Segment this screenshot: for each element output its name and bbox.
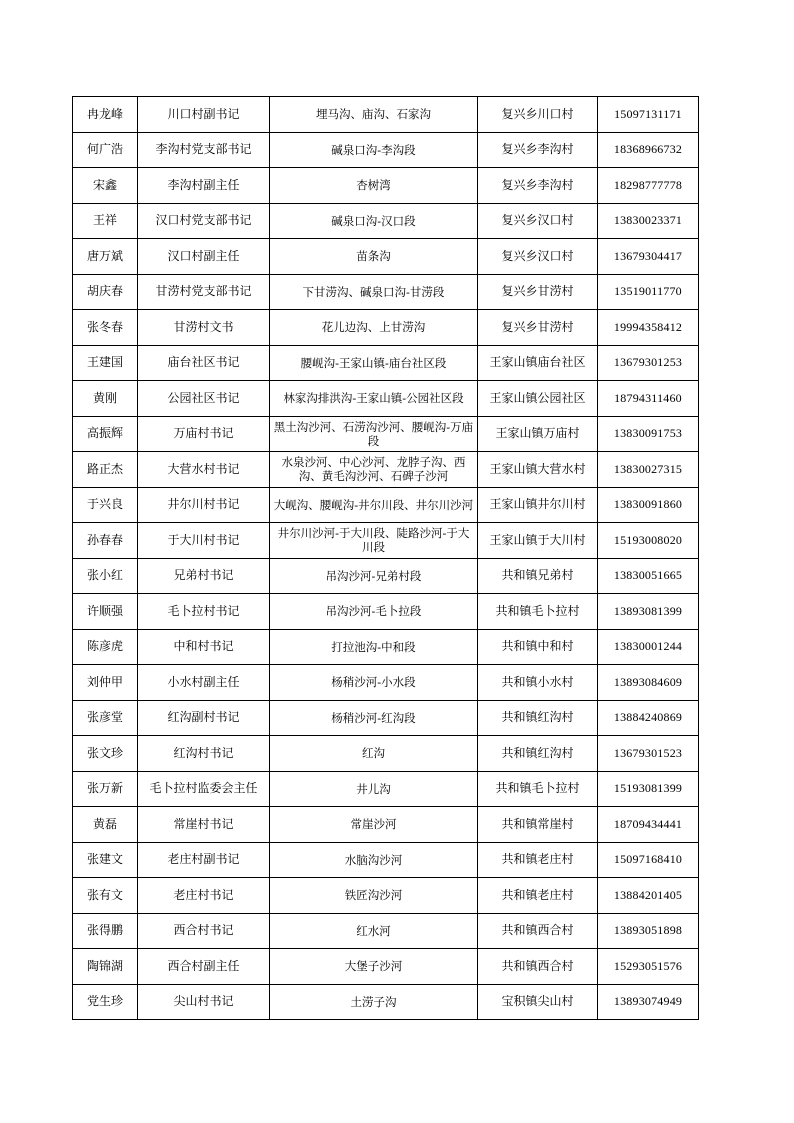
cell-position: 老庄村副书记 xyxy=(138,842,270,878)
cell-phone: 13884240869 xyxy=(598,700,699,736)
cell-responsible-area: 大岘沟、腰岘沟-井尔川段、井尔川沙河 xyxy=(270,487,478,523)
cell-village: 复兴乡甘涝村 xyxy=(478,274,598,310)
table-row xyxy=(73,771,699,807)
cell-responsible-area: 杏树湾 xyxy=(270,168,478,204)
cell-position: 西合村书记 xyxy=(138,913,270,949)
table-row xyxy=(73,274,699,310)
cell-name: 孙春春 xyxy=(73,523,138,559)
cell-responsible-area: 常崖沙河 xyxy=(270,807,478,843)
cell-name: 何广浩 xyxy=(73,132,138,168)
table-row xyxy=(73,97,699,133)
cell-name: 张建文 xyxy=(73,842,138,878)
table-row xyxy=(73,984,699,1020)
cell-responsible-area: 水脑沟沙河 xyxy=(270,842,478,878)
cell-phone: 15097168410 xyxy=(598,842,699,878)
cell-village: 共和镇毛卜拉村 xyxy=(478,771,598,807)
cell-village: 共和镇西合村 xyxy=(478,949,598,985)
cell-village: 复兴乡汉口村 xyxy=(478,203,598,239)
cell-phone: 13893081399 xyxy=(598,594,699,630)
cell-phone: 13830091860 xyxy=(598,487,699,523)
cell-phone: 18368966732 xyxy=(598,132,699,168)
cell-village: 王家山镇庙台社区 xyxy=(478,345,598,381)
cell-phone: 13679304417 xyxy=(598,239,699,275)
cell-responsible-area: 红沟 xyxy=(270,736,478,772)
cell-responsible-area: 吊沟沙河-毛卜拉段 xyxy=(270,594,478,630)
cell-village: 王家山镇公园社区 xyxy=(478,381,598,417)
cell-position: 万庙村书记 xyxy=(138,416,270,452)
table-row xyxy=(73,878,699,914)
cell-village: 王家山镇大营水村 xyxy=(478,452,598,488)
cell-name: 宋鑫 xyxy=(73,168,138,204)
cell-name: 黄刚 xyxy=(73,381,138,417)
table-row xyxy=(73,807,699,843)
cell-name: 路正杰 xyxy=(73,452,138,488)
cell-position: 甘涝村文书 xyxy=(138,310,270,346)
cell-position: 西合村副主任 xyxy=(138,949,270,985)
cell-name: 于兴良 xyxy=(73,487,138,523)
cell-name: 张冬春 xyxy=(73,310,138,346)
cell-position: 毛卜拉村书记 xyxy=(138,594,270,630)
cell-phone: 19994358412 xyxy=(598,310,699,346)
cell-responsible-area: 大堡子沙河 xyxy=(270,949,478,985)
cell-position: 李沟村副主任 xyxy=(138,168,270,204)
cell-village: 共和镇中和村 xyxy=(478,629,598,665)
cell-phone: 15193081399 xyxy=(598,771,699,807)
cell-position: 小水村副主任 xyxy=(138,665,270,701)
table-row xyxy=(73,310,699,346)
cell-name: 党生珍 xyxy=(73,984,138,1020)
cell-village: 共和镇小水村 xyxy=(478,665,598,701)
cell-name: 张彦堂 xyxy=(73,700,138,736)
cell-name: 唐万斌 xyxy=(73,239,138,275)
table-row xyxy=(73,665,699,701)
table-row xyxy=(73,487,699,523)
table-row xyxy=(73,523,699,559)
cell-phone: 13830001244 xyxy=(598,629,699,665)
table-row xyxy=(73,203,699,239)
cell-responsible-area: 埋马沟、庙沟、石家沟 xyxy=(270,97,478,133)
cell-name: 张文珍 xyxy=(73,736,138,772)
cell-name: 王祥 xyxy=(73,203,138,239)
cell-responsible-area: 红水河 xyxy=(270,913,478,949)
cell-village: 王家山镇井尔川村 xyxy=(478,487,598,523)
table-row xyxy=(73,452,699,488)
cell-responsible-area: 腰岘沟-王家山镇-庙台社区段 xyxy=(270,345,478,381)
cell-position: 甘涝村党支部书记 xyxy=(138,274,270,310)
cell-village: 共和镇西合村 xyxy=(478,913,598,949)
cell-responsible-area: 井儿沟 xyxy=(270,771,478,807)
river-chief-roster-table xyxy=(72,96,699,1020)
cell-name: 张万新 xyxy=(73,771,138,807)
cell-phone: 13884201405 xyxy=(598,878,699,914)
cell-phone: 13519011770 xyxy=(598,274,699,310)
cell-phone: 15293051576 xyxy=(598,949,699,985)
cell-village: 共和镇红沟村 xyxy=(478,736,598,772)
cell-responsible-area: 井尔川沙河-于大川段、陡路沙河-于大川段 xyxy=(270,523,478,559)
cell-position: 公园社区书记 xyxy=(138,381,270,417)
cell-responsible-area: 土涝子沟 xyxy=(270,984,478,1020)
cell-responsible-area: 碱泉口沟-汉口段 xyxy=(270,203,478,239)
cell-position: 尖山村书记 xyxy=(138,984,270,1020)
cell-position: 大营水村书记 xyxy=(138,452,270,488)
cell-village: 复兴乡李沟村 xyxy=(478,132,598,168)
table-row xyxy=(73,416,699,452)
cell-name: 许顺强 xyxy=(73,594,138,630)
cell-name: 刘仲甲 xyxy=(73,665,138,701)
cell-responsible-area: 杨稍沙河-红沟段 xyxy=(270,700,478,736)
cell-village: 复兴乡李沟村 xyxy=(478,168,598,204)
cell-position: 老庄村书记 xyxy=(138,878,270,914)
cell-responsible-area: 吊沟沙河-兄弟村段 xyxy=(270,558,478,594)
cell-name: 张小红 xyxy=(73,558,138,594)
table-row xyxy=(73,949,699,985)
table-row xyxy=(73,345,699,381)
cell-phone: 15193008020 xyxy=(598,523,699,559)
cell-responsible-area: 林家沟排洪沟-王家山镇-公园社区段 xyxy=(270,381,478,417)
cell-responsible-area: 下甘涝沟、碱泉口沟-甘涝段 xyxy=(270,274,478,310)
cell-village: 共和镇毛卜拉村 xyxy=(478,594,598,630)
cell-position: 于大川村书记 xyxy=(138,523,270,559)
cell-position: 川口村副书记 xyxy=(138,97,270,133)
cell-name: 冉龙峰 xyxy=(73,97,138,133)
cell-phone: 13830023371 xyxy=(598,203,699,239)
cell-position: 汉口村副主任 xyxy=(138,239,270,275)
cell-position: 汉口村党支部书记 xyxy=(138,203,270,239)
table-row xyxy=(73,842,699,878)
cell-name: 胡庆春 xyxy=(73,274,138,310)
cell-responsible-area: 打拉池沟-中和段 xyxy=(270,629,478,665)
cell-name: 陈彦虎 xyxy=(73,629,138,665)
cell-village: 共和镇兄弟村 xyxy=(478,558,598,594)
cell-responsible-area: 水泉沙河、中心沙河、龙脖子沟、西沟、黄毛沟沙河、石碑子沙河 xyxy=(270,452,478,488)
table-row xyxy=(73,594,699,630)
table-row xyxy=(73,700,699,736)
cell-village: 复兴乡川口村 xyxy=(478,97,598,133)
cell-position: 常崖村书记 xyxy=(138,807,270,843)
table-row xyxy=(73,558,699,594)
cell-village: 宝积镇尖山村 xyxy=(478,984,598,1020)
cell-phone: 13679301523 xyxy=(598,736,699,772)
cell-position: 毛卜拉村监委会主任 xyxy=(138,771,270,807)
cell-position: 兄弟村书记 xyxy=(138,558,270,594)
table-row xyxy=(73,168,699,204)
cell-responsible-area: 黑土沟沙河、石涝沟沙河、腰岘沟-万庙段 xyxy=(270,416,478,452)
cell-village: 王家山镇万庙村 xyxy=(478,416,598,452)
cell-position: 红沟村书记 xyxy=(138,736,270,772)
table-row xyxy=(73,381,699,417)
cell-phone: 18709434441 xyxy=(598,807,699,843)
roster-table-body xyxy=(73,97,699,1020)
cell-name: 张得鹏 xyxy=(73,913,138,949)
cell-phone: 13893084609 xyxy=(598,665,699,701)
cell-position: 中和村书记 xyxy=(138,629,270,665)
cell-responsible-area: 苗条沟 xyxy=(270,239,478,275)
cell-responsible-area: 杨稍沙河-小水段 xyxy=(270,665,478,701)
cell-name: 黄磊 xyxy=(73,807,138,843)
cell-position: 井尔川村书记 xyxy=(138,487,270,523)
cell-phone: 13679301253 xyxy=(598,345,699,381)
cell-village: 共和镇老庄村 xyxy=(478,842,598,878)
table-row xyxy=(73,913,699,949)
cell-name: 张有文 xyxy=(73,878,138,914)
cell-phone: 13893074949 xyxy=(598,984,699,1020)
cell-responsible-area: 碱泉口沟-李沟段 xyxy=(270,132,478,168)
cell-village: 王家山镇于大川村 xyxy=(478,523,598,559)
cell-village: 共和镇老庄村 xyxy=(478,878,598,914)
table-row xyxy=(73,629,699,665)
cell-position: 李沟村党支部书记 xyxy=(138,132,270,168)
cell-position: 庙台社区书记 xyxy=(138,345,270,381)
cell-village: 复兴乡汉口村 xyxy=(478,239,598,275)
cell-phone: 13830091753 xyxy=(598,416,699,452)
cell-village: 共和镇常崖村 xyxy=(478,807,598,843)
cell-phone: 13893051898 xyxy=(598,913,699,949)
table-row xyxy=(73,239,699,275)
table-row xyxy=(73,736,699,772)
cell-responsible-area: 花儿边沟、上甘涝沟 xyxy=(270,310,478,346)
cell-phone: 18298777778 xyxy=(598,168,699,204)
cell-village: 复兴乡甘涝村 xyxy=(478,310,598,346)
cell-position: 红沟副村书记 xyxy=(138,700,270,736)
cell-phone: 18794311460 xyxy=(598,381,699,417)
cell-phone: 15097131171 xyxy=(598,97,699,133)
cell-name: 高振辉 xyxy=(73,416,138,452)
cell-name: 陶锦湖 xyxy=(73,949,138,985)
cell-name: 王建国 xyxy=(73,345,138,381)
cell-phone: 13830051665 xyxy=(598,558,699,594)
cell-phone: 13830027315 xyxy=(598,452,699,488)
cell-responsible-area: 铁匠沟沙河 xyxy=(270,878,478,914)
table-row xyxy=(73,132,699,168)
cell-village: 共和镇红沟村 xyxy=(478,700,598,736)
